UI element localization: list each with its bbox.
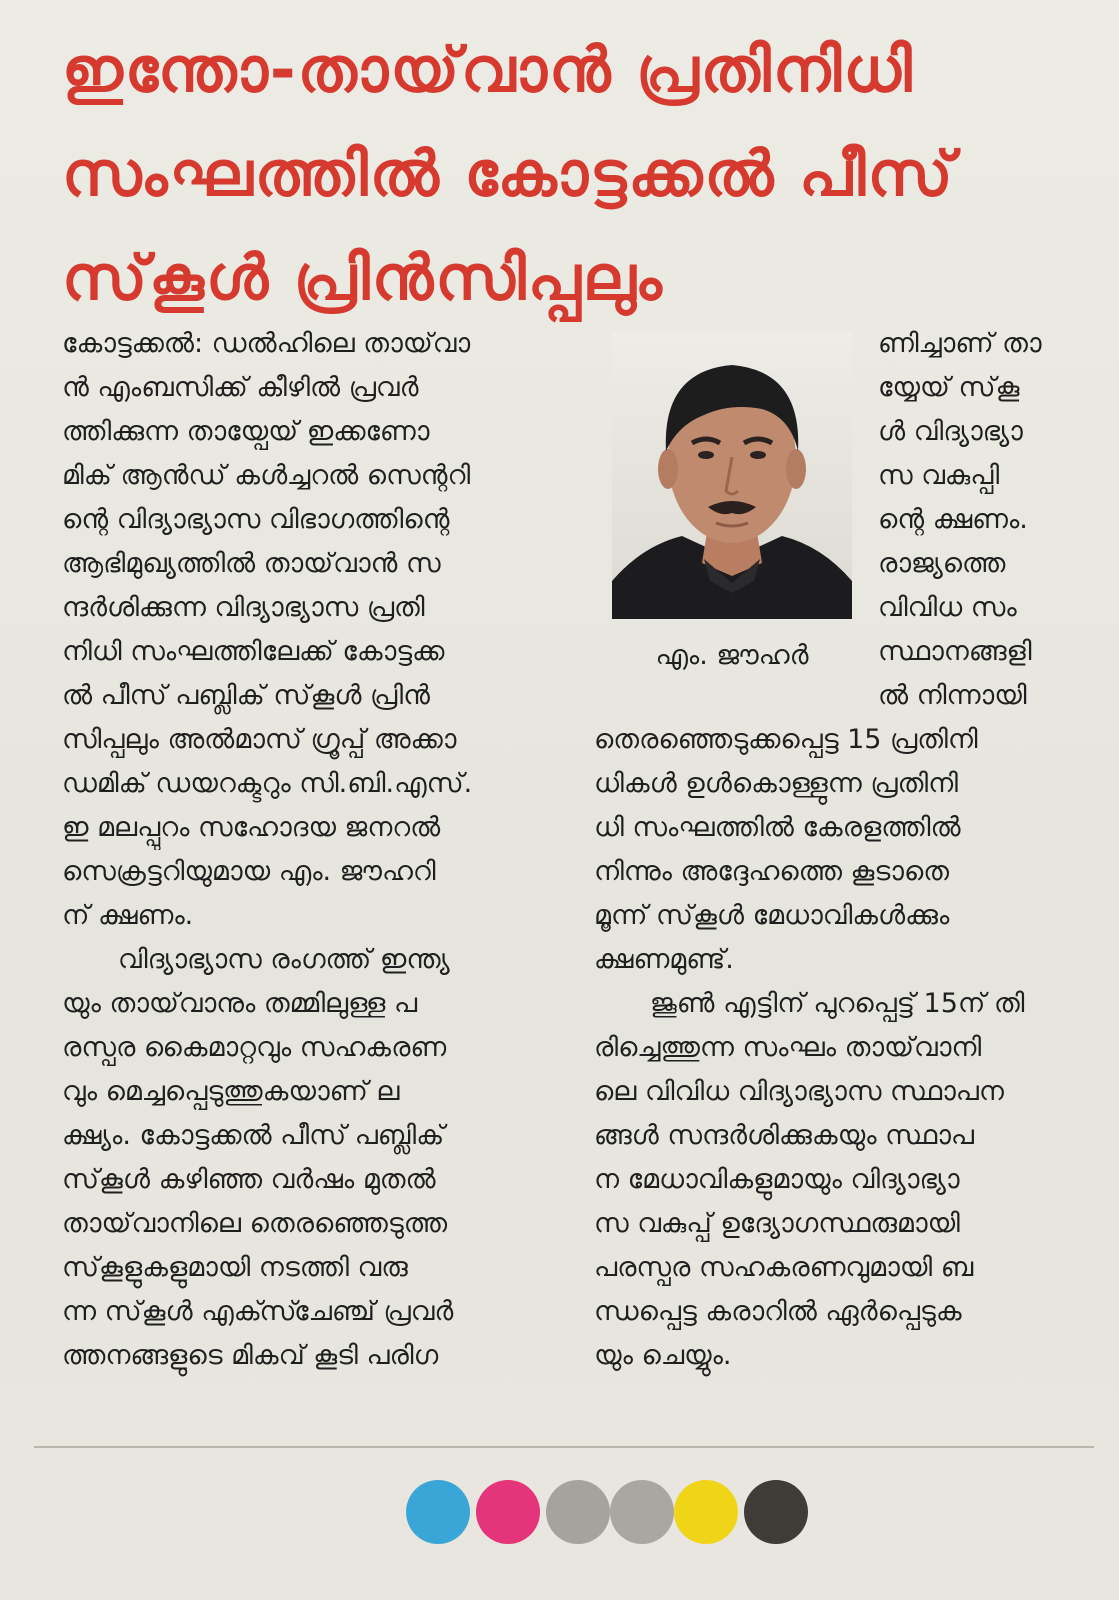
text-line: നിന്നും അദ്ദേഹത്തെ കൂടാതെ bbox=[594, 856, 949, 887]
text-line: സ്‌കൂളുകളുമായി നടത്തി വരു bbox=[62, 1252, 408, 1283]
text-line: വും മെച്ചപ്പെടുത്തുകയാണ് ല bbox=[62, 1076, 400, 1107]
text-line: രിച്ചെത്തുന്ന സംഘം തായ്‌വാനി bbox=[594, 1032, 982, 1063]
text-line: സെക്രട്ടറിയുമായ എം. ജൗഹറി bbox=[62, 856, 436, 887]
text-line: ൽ പീസ് പബ്ലിക് സ്‌കൂൾ പ്രിൻ bbox=[62, 680, 430, 711]
text-line: ധികൾ ഉൾകൊള്ളുന്ന പ്രതിനി bbox=[594, 768, 958, 799]
text-line: കോട്ടക്കൽ: ഡൽഹിലെ തായ്‌വാ bbox=[62, 328, 471, 359]
portrait-illustration bbox=[612, 331, 852, 619]
paragraph bbox=[594, 718, 1094, 982]
right-column bbox=[594, 718, 1094, 1378]
text-line: രാജ്യത്തെ bbox=[878, 548, 1006, 579]
registration-dot bbox=[610, 1480, 674, 1544]
text-line: ഇ മലപ്പുറം സഹോദയ ജനറൽ bbox=[62, 812, 441, 843]
text-line: തായ്‌വാനിലെ തെരഞ്ഞെടുത്ത bbox=[62, 1208, 448, 1239]
text-line: ആഭിമുഖ്യത്തിൽ തായ്‌വാൻ സ bbox=[62, 548, 441, 579]
text-line: ന്റെ ക്ഷണം. bbox=[878, 504, 1028, 535]
text-line: ക്ഷണമുണ്ട്. bbox=[594, 944, 734, 975]
text-line: ലെ വിവിധ വിദ്യാഭ്യാസ സ്ഥാപന bbox=[594, 1076, 1004, 1107]
text-line: ഡമിക് ഡയറക്ടറും സി.ബി.എസ്. bbox=[62, 768, 473, 799]
paragraph bbox=[62, 938, 552, 1378]
text-line: സ വകുപ്പി bbox=[878, 460, 1000, 491]
text-line: വിദ്യാഭ്യാസ രംഗത്ത് ഇന്ത്യ bbox=[118, 944, 450, 975]
text-line: ണിച്ചാണ് താ bbox=[878, 328, 1042, 359]
text-line: സ്ഥാനങ്ങളി bbox=[878, 636, 1032, 667]
headline-line: സ്‌കൂൾ പ്രിൻസിപ്പലും bbox=[62, 241, 664, 314]
registration-dot bbox=[406, 1480, 470, 1544]
portrait-photo bbox=[612, 331, 852, 619]
registration-dot bbox=[546, 1480, 610, 1544]
headline-line: സംഘത്തിൽ കോട്ടക്കൽ പീസ് bbox=[62, 137, 955, 210]
text-line: യും ചെയ്യും. bbox=[594, 1340, 732, 1371]
text-line: ത്തനങ്ങളുടെ മികവ് കൂടി പരിഗ bbox=[62, 1340, 439, 1371]
text-line: സ്‌കൂൾ കഴിഞ്ഞ വർഷം മുതൽ bbox=[62, 1164, 436, 1195]
text-line: ന്റെ വിദ്യാഭ്യാസ വിഭാഗത്തിന്റെ bbox=[62, 504, 450, 535]
text-line: പരസ്പര സഹകരണവുമായി ബ bbox=[594, 1252, 974, 1283]
text-line: യും തായ്‌വാനും തമ്മിലുള്ള പ bbox=[62, 988, 418, 1019]
text-line: ന്ന സ്‌കൂൾ എക്സ്ചേഞ്ച് പ്രവർ bbox=[62, 1296, 454, 1327]
text-line: തെരഞ്ഞെടുക്കപ്പെട്ട 15 പ്രതിനി bbox=[594, 724, 978, 755]
text-line: വിവിധ സം bbox=[878, 592, 1017, 623]
text-line: മിക് ആൻഡ് കൾച്ചറൽ സെന്ററി bbox=[62, 460, 471, 491]
text-line: സിപ്പലും അൽമാസ് ഗ്രൂപ്പ് അക്കാ bbox=[62, 724, 457, 755]
text-line: ൻ എംബസിക്ക് കീഴിൽ പ്രവർ bbox=[62, 372, 419, 403]
text-line: ന മേധാവികളുമായും വിദ്യാഭ്യാ bbox=[594, 1164, 960, 1195]
text-line: ജൂൺ എട്ടിന് പുറപ്പെട്ട് 15ന് തി bbox=[650, 988, 1025, 1019]
text-line: ത്തിക്കുന്ന തായ്പേയ് ഇക്കണോ bbox=[62, 416, 430, 447]
paragraph bbox=[62, 322, 552, 938]
text-line: ന്ധപ്പെട്ട കരാറിൽ ഏർപ്പെടുക bbox=[594, 1296, 962, 1327]
left-column bbox=[62, 322, 552, 1378]
headline bbox=[62, 18, 1102, 330]
text-line: രസ്പര കൈമാറ്റവും സഹകരണ bbox=[62, 1032, 447, 1063]
text-line: ക്ഷ്യം. കോട്ടക്കൽ പീസ് പബ്ലിക് bbox=[62, 1120, 445, 1151]
registration-dot bbox=[744, 1480, 808, 1544]
photo-caption: എം. ജൗഹർ bbox=[655, 640, 809, 671]
text-line: ന്ദർശിക്കുന്ന വിദ്യാഭ്യാസ പ്രതി bbox=[62, 592, 425, 623]
paragraph bbox=[594, 982, 1094, 1378]
text-line: നിധി സംഘത്തിലേക്ക് കോട്ടക്ക bbox=[62, 636, 445, 667]
section-divider bbox=[34, 1446, 1094, 1448]
registration-dot bbox=[674, 1480, 738, 1544]
text-line: സ വകുപ്പ് ഉദ്യോഗസ്ഥരുമായി bbox=[594, 1208, 960, 1239]
text-line: ൾ വിദ്യാഭ്യാ bbox=[878, 416, 1023, 447]
text-line: ൽ നിന്നായി bbox=[878, 680, 1027, 711]
text-line: ധി സംഘത്തിൽ കേരളത്തിൽ bbox=[594, 812, 961, 843]
color-registration-marks bbox=[406, 1480, 826, 1544]
right-column-beside-photo bbox=[878, 322, 1098, 718]
registration-dot bbox=[476, 1480, 540, 1544]
text-line: യ്യേയ് സ്‌കൂ bbox=[878, 372, 1020, 403]
headline-line: ഇന്തോ-തായ്‌വാൻ പ്രതിനിധി bbox=[62, 33, 914, 106]
text-line: ന് ക്ഷണം. bbox=[62, 900, 194, 931]
text-line: ങ്ങൾ സന്ദർശിക്കുകയും സ്ഥാപ bbox=[594, 1120, 974, 1151]
text-line: മൂന്ന് സ്‌കൂൾ മേധാവികൾക്കും bbox=[594, 900, 950, 931]
